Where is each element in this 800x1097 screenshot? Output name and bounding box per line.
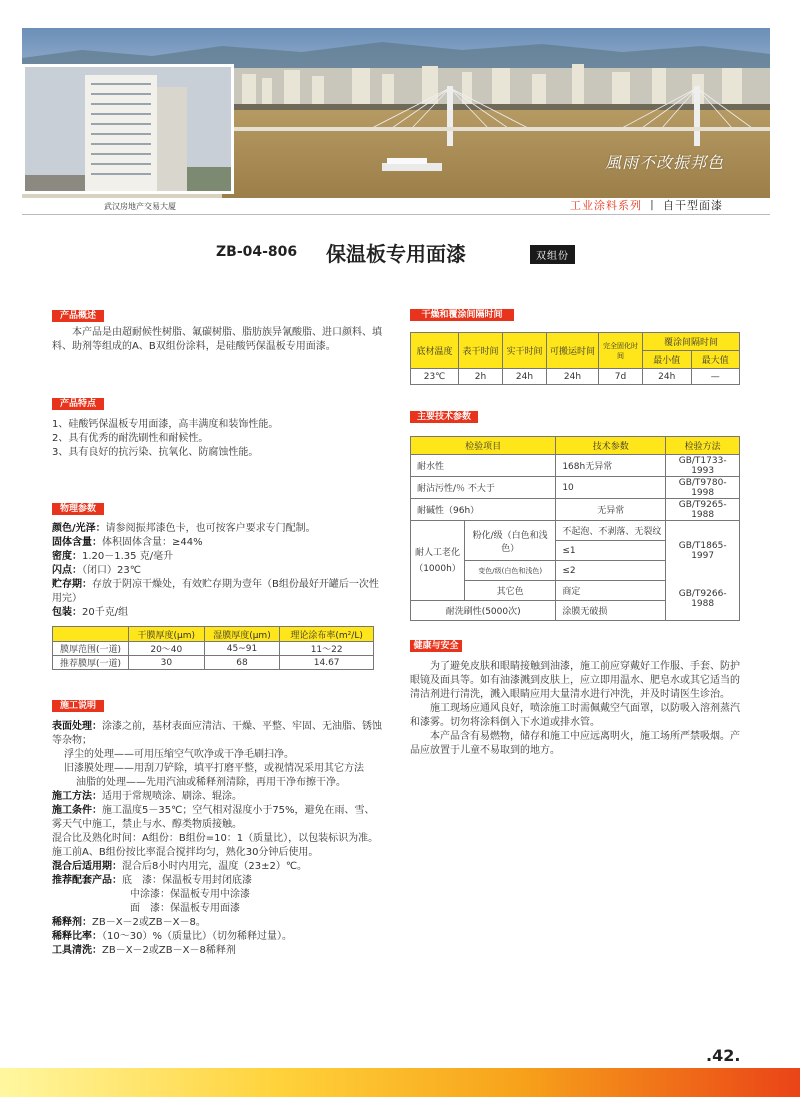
table-cell: 耐洗刷性(5000次) bbox=[411, 601, 556, 621]
table-row bbox=[411, 369, 740, 385]
overview-text: 本产品是由超耐候性树脂、氟碳树脂、脂肪族异氰酸脂、进口颜料、填料、助剂等组成的A、B双组份涂料，是硅酸钙保温板专用面漆。 bbox=[52, 327, 382, 352]
app-line: 油脂的处理——先用汽油或稀释剂清除，再用干净布擦干净。 bbox=[76, 777, 346, 788]
physical-params bbox=[52, 522, 384, 620]
features-list bbox=[52, 418, 384, 460]
table-row bbox=[53, 656, 374, 670]
table-row bbox=[411, 477, 740, 499]
param-value: 1.20－1.35 克/毫升 bbox=[82, 551, 174, 562]
table-cell: 20～40 bbox=[129, 642, 205, 656]
table-cell: GB/T9265-1988 bbox=[666, 499, 740, 521]
product-title: 保温板专用面漆 bbox=[326, 242, 466, 266]
series-label bbox=[570, 197, 723, 213]
app-key: 施工条件： bbox=[52, 805, 102, 816]
table-cell: GB/T1733-1993 bbox=[666, 455, 740, 477]
application-text bbox=[52, 720, 384, 958]
app-line: 面 漆：保温板专用面漆 bbox=[130, 903, 240, 914]
aging-hours: （1000h） bbox=[414, 563, 461, 574]
table-cell: 变色/级(白色和浅色) bbox=[465, 561, 556, 581]
table-header: 最大值 bbox=[691, 351, 740, 369]
section-safety-label: 健康与安全 bbox=[410, 640, 462, 652]
param-value: （闭口）23℃ bbox=[82, 565, 141, 576]
app-key: 施工方法： bbox=[52, 791, 102, 802]
table-cell: 10 bbox=[556, 477, 666, 499]
method-text: GB/T9266-1988 bbox=[678, 588, 727, 609]
table-header: 底材温度 bbox=[411, 333, 459, 369]
app-key: 稀释剂： bbox=[52, 917, 92, 928]
table-cell: 2h bbox=[459, 369, 503, 385]
table-header: 可搬运时间 bbox=[547, 333, 599, 369]
section-drying-label: 干燥和覆涂间隔时间 bbox=[410, 309, 514, 321]
safety-paragraph: 为了避免皮肤和眼睛接触到油漆，施工前应穿戴好工作服、手套、防护眼镜及面具等。如有油漆溅到皮肤上，应立即用温水、肥皂水或其它适当的清洁剂进行清洗，溅入眼睛应用大量清水进行冲洗，并及时请医生诊治。 bbox=[410, 661, 740, 700]
table-header: 表干时间 bbox=[459, 333, 503, 369]
table-header: 最小值 bbox=[643, 351, 692, 369]
table-cell: 耐沾污性/％ 不大于 bbox=[411, 477, 556, 499]
param-value: 存放于阴凉干燥处，有效贮存期为壹年（B组份最好开罐后一次性用完） bbox=[52, 579, 379, 604]
safety-text bbox=[410, 660, 742, 758]
table-cell bbox=[666, 521, 740, 621]
app-key: 稀释比率： bbox=[52, 931, 102, 942]
table-header bbox=[53, 627, 129, 642]
app-value: 混合后8小时内用完，温度（23±2）℃。 bbox=[122, 861, 308, 872]
table-cell: 其它色 bbox=[465, 581, 556, 601]
app-key: 表面处理： bbox=[52, 721, 102, 732]
param-key: 包装： bbox=[52, 607, 82, 618]
table-cell: 涂膜无破损 bbox=[556, 601, 666, 621]
series-separator: 丨 bbox=[646, 199, 659, 212]
table-cell: 14.67 bbox=[280, 656, 374, 670]
feature-item: 2、具有优秀的耐洗刷性和耐候性。 bbox=[52, 433, 209, 444]
param-value: 体积固体含量：≥44% bbox=[102, 537, 203, 548]
page-number: .42. bbox=[706, 1046, 741, 1065]
feature-item: 1、硅酸钙保温板专用面漆，高丰满度和装饰性能。 bbox=[52, 419, 279, 430]
table-header: 覆涂间隔时间 bbox=[643, 333, 740, 351]
param-key: 颜色/光泽： bbox=[52, 523, 106, 534]
table-cell: ≤2 bbox=[556, 561, 666, 581]
app-line: 混合比及熟化时间：A组份：B组份=10：1（质量比），以包装标识为准。 bbox=[52, 833, 379, 844]
safety-paragraph: 施工现场应通风良好，喷涂施工时需佩戴空气面罩，以防吸入溶剂蒸汽和漆雾。切勿将涂料倒入下水道或排水管。 bbox=[410, 703, 740, 728]
table-cell: ≤1 bbox=[556, 541, 666, 561]
table-cell: 无异常 bbox=[556, 499, 666, 521]
photo-caption: 武汉房地产交易大厦 bbox=[104, 202, 176, 211]
table-row bbox=[411, 455, 740, 477]
table-header: 湿膜厚度(μm) bbox=[204, 627, 280, 642]
app-line: 浮尘的处理——可用压缩空气吹净或干净毛刷扫净。 bbox=[64, 749, 294, 760]
series-name: 工业涂料系列 bbox=[570, 199, 642, 212]
section-application-label: 施工说明 bbox=[52, 700, 104, 712]
app-value: （10～30）%（质量比）（切勿稀释过量）。 bbox=[102, 931, 292, 942]
table-cell: 推荐膜厚(一道) bbox=[53, 656, 129, 670]
param-key: 贮存期： bbox=[52, 579, 92, 590]
table-cell: 30 bbox=[129, 656, 205, 670]
product-code: ZB-04-806 bbox=[216, 244, 298, 260]
series-sub: 自干型面漆 bbox=[663, 199, 723, 212]
aging-label: 耐人工老化 bbox=[414, 547, 460, 558]
section-overview-label: 产品概述 bbox=[52, 310, 104, 322]
table-cell: 耐碱性（96h） bbox=[411, 499, 556, 521]
section-features-label: 产品特点 bbox=[52, 398, 104, 410]
param-value: 请参阅振邦漆色卡，也可按客户要求专门配制。 bbox=[105, 523, 316, 534]
table-cell: 68 bbox=[204, 656, 280, 670]
param-key: 闪点： bbox=[52, 565, 82, 576]
app-value: ZB－X－2或ZB－X－8稀释剂 bbox=[102, 945, 236, 956]
table-cell bbox=[411, 521, 465, 601]
table-cell: GB/T9780-1998 bbox=[666, 477, 740, 499]
table-cell: 商定 bbox=[556, 581, 666, 601]
table-row bbox=[411, 521, 740, 541]
table-row bbox=[53, 642, 374, 656]
param-key: 固体含量： bbox=[52, 537, 102, 548]
table-cell: 7d bbox=[599, 369, 643, 385]
param-key: 密度： bbox=[52, 551, 82, 562]
feature-item: 3、具有良好的抗污染、抗氧化、防腐蚀性能。 bbox=[52, 447, 259, 458]
table-cell: 23℃ bbox=[411, 369, 459, 385]
app-value: 涂漆之前，基材表面应清洁、干燥、平整、牢固、无油脂、锈蚀等杂物； bbox=[52, 721, 382, 746]
table-header: 检验项目 bbox=[411, 437, 556, 455]
table-cell: 耐水性 bbox=[411, 455, 556, 477]
app-value: ZB－X－2或ZB－X－8。 bbox=[92, 917, 206, 928]
app-line: 旧漆膜处理——用刮刀铲除，填平打磨平整，或视情况采用其它方法 bbox=[64, 763, 364, 774]
footer-gradient-bar bbox=[0, 1068, 800, 1097]
table-cell: 24h bbox=[503, 369, 547, 385]
table-cell: 膜厚范围(一道) bbox=[53, 642, 129, 656]
table-cell: 45~91 bbox=[204, 642, 280, 656]
table-cell: 不起泡、不剥落、无裂纹 bbox=[556, 521, 666, 541]
table-header: 实干时间 bbox=[503, 333, 547, 369]
app-line: 施工前A、B组份按比率混合搅拌均匀，熟化30分钟后使用。 bbox=[52, 847, 319, 858]
building-photo bbox=[22, 64, 234, 194]
film-thickness-table bbox=[52, 626, 374, 670]
app-key: 混合后适用期： bbox=[52, 861, 122, 872]
app-value: 施工温度5－35℃；空气相对湿度小于75%，避免在雨、雪、雾天气中施工，禁止与水、醇类物质接触。 bbox=[52, 805, 375, 830]
app-line: 中涂漆：保温板专用中涂漆 bbox=[130, 889, 250, 900]
table-cell: 168h无异常 bbox=[556, 455, 666, 477]
safety-paragraph: 本产品含有易燃物，储存和施工中应远离明火，施工场所严禁吸烟。产品应放置于儿童不易取到的地方。 bbox=[410, 731, 740, 756]
table-cell: 11～22 bbox=[280, 642, 374, 656]
table-cell: 24h bbox=[547, 369, 599, 385]
table-header: 干膜厚度(μm) bbox=[129, 627, 205, 642]
section-physical-label: 物理参数 bbox=[52, 503, 104, 515]
app-value: 底 漆：保温板专用封闭底漆 bbox=[122, 875, 252, 886]
section-tech-label: 主要技术参数 bbox=[410, 411, 478, 423]
drying-table bbox=[410, 332, 740, 385]
table-header: 完全固化时间 bbox=[599, 333, 643, 369]
app-key: 工具清洗： bbox=[52, 945, 102, 956]
table-cell: 粉化/级（白色和浅色） bbox=[465, 521, 556, 561]
method-text: GB/T1865-1997 bbox=[678, 540, 727, 561]
table-cell: — bbox=[691, 369, 740, 385]
table-header: 检验方法 bbox=[666, 437, 740, 455]
app-value: 适用于常规喷涂、刷涂、辊涂。 bbox=[102, 791, 242, 802]
component-badge: 双组份 bbox=[530, 245, 575, 264]
table-header: 理论涂布率(m²/L) bbox=[280, 627, 374, 642]
app-key: 推荐配套产品： bbox=[52, 875, 122, 886]
divider bbox=[22, 214, 770, 215]
table-row bbox=[411, 499, 740, 521]
param-value: 20千克/组 bbox=[82, 607, 129, 618]
table-cell: 24h bbox=[643, 369, 692, 385]
slogan-calligraphy: 風雨不改振邦色 bbox=[605, 153, 725, 172]
table-header: 技术参数 bbox=[556, 437, 666, 455]
tech-table bbox=[410, 436, 740, 621]
